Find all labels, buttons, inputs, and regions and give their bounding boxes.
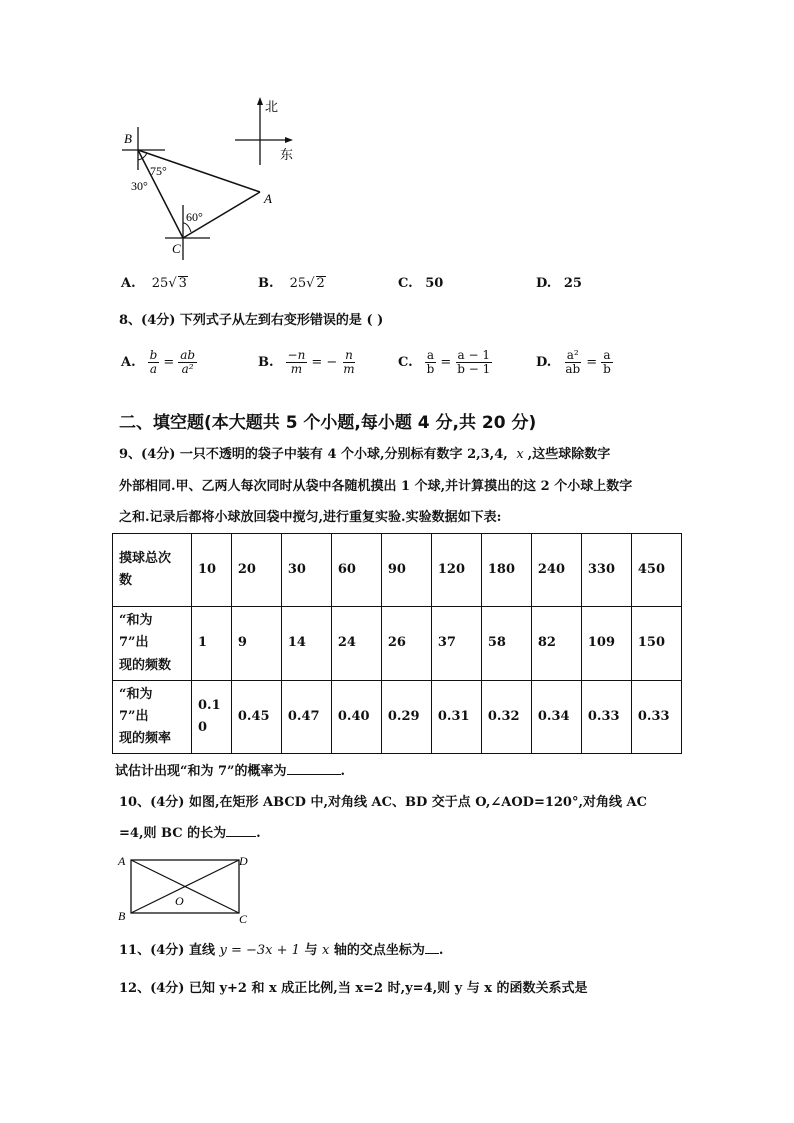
equals: =: [586, 355, 598, 371]
q10-line-2-text: =4,则 BC 的长为: [119, 826, 227, 841]
point-a: A: [264, 191, 272, 206]
numerator: a: [426, 348, 435, 362]
equals: =: [440, 355, 452, 371]
row-header-line: “和为 7”出: [119, 613, 153, 651]
denominator: b: [426, 362, 435, 377]
row-header-line: “和为 7”出: [119, 686, 153, 724]
table-cell: 10: [192, 534, 232, 607]
q7-option-d-label: D.: [536, 276, 552, 291]
q11-mid: 与: [299, 943, 322, 958]
q8-b-right-fraction: [341, 349, 356, 376]
q7-option-c-label: C.: [398, 276, 413, 291]
q7-option-a-radicand: 3: [178, 276, 187, 291]
point-b: B: [118, 909, 126, 923]
table-cell: 58: [481, 607, 531, 681]
q9-data-table: [112, 533, 682, 754]
table-row: [113, 534, 682, 607]
q8-option-a-label: A.: [121, 355, 136, 371]
denominator: b − 1: [457, 362, 491, 377]
q7-option-b-label: B.: [258, 276, 274, 291]
point-o: O: [175, 894, 184, 908]
q10-figure: [115, 852, 250, 924]
table-cell: 14: [281, 607, 331, 681]
angle-75: 75°: [150, 164, 167, 178]
point-c: C: [172, 241, 181, 256]
cell-line: 0.1: [198, 697, 221, 713]
q8-option-d-label: D.: [536, 355, 552, 371]
q9-question: [115, 765, 345, 778]
q11-var-x: x: [322, 943, 330, 958]
equals: =: [163, 355, 175, 371]
q10-answer-blank[interactable]: [226, 836, 256, 837]
q7-option-a[interactable]: [121, 276, 188, 290]
period: .: [340, 764, 346, 779]
q9-line-1-tail: ,这些球除数字: [527, 447, 611, 462]
table-cell: 90: [381, 534, 431, 607]
q9-line-2: 外部相同.甲、乙两人每次同时从袋中各随机摸出 1 个球,并计算摸出的这 2 个小球上数字: [119, 479, 633, 494]
q11-formula: y = −3x + 1: [219, 943, 300, 958]
q11-answer-blank[interactable]: [425, 953, 439, 954]
table-cell: 60: [331, 534, 381, 607]
label-north: 北: [265, 99, 279, 114]
q10-line-1: 10、(4分) 如图,在矩形 ABCD 中,对角线 AC、BD 交于点 O,∠AOD=120°,对角线 AC: [119, 795, 647, 810]
point-a: A: [118, 854, 126, 868]
numerator: n: [345, 348, 353, 362]
point-b: B: [124, 131, 132, 146]
table-cell: 26: [381, 607, 431, 681]
q7-option-d-text: 25: [563, 276, 582, 291]
table-cell: 20: [231, 534, 281, 607]
angle-30: 30°: [131, 179, 148, 193]
table-cell: 330: [581, 534, 631, 607]
cell-line: 0: [198, 720, 208, 735]
arc-60: [183, 223, 191, 232]
q8-option-d[interactable]: [536, 349, 613, 376]
row-header-line: 现的频数: [119, 657, 172, 673]
table-cell: 120: [431, 534, 481, 607]
q8-stem: 8、(4分) 下列式子从左到右变形错误的是 ( ): [119, 313, 384, 328]
q7-option-d[interactable]: [536, 277, 582, 290]
q12-question: 12、(4分) 已知 y+2 和 x 成正比例,当 x=2 时,y=4,则 y 与 x 的函数关系式是: [119, 981, 588, 996]
q8-a-right-fraction: [178, 349, 197, 376]
table-cell: 240: [531, 534, 581, 607]
q8-a-left-fraction: [148, 349, 160, 376]
table-cell: 9: [231, 607, 281, 681]
q9-answer-blank[interactable]: [287, 774, 341, 775]
label-east: 东: [280, 147, 294, 162]
denominator: a²: [181, 362, 194, 377]
table-cell: 0.29: [381, 681, 431, 754]
point-c: C: [239, 912, 248, 924]
q8-option-a[interactable]: [121, 349, 197, 376]
q8-d-right-fraction: [601, 349, 613, 376]
q9-line-1: [119, 448, 610, 461]
sqrt-icon: √: [306, 276, 315, 291]
numerator: −n: [287, 348, 306, 362]
q7-option-b-coef: 25: [289, 276, 307, 291]
q8-option-b[interactable]: [258, 349, 357, 376]
q9-var-x: x: [516, 447, 524, 462]
q9-line-1-text: 9、(4分) 一只不透明的袋子中装有 4 个小球,分别标有数字 2,3,4,: [119, 447, 508, 462]
q7-option-b-radicand: 2: [316, 276, 325, 291]
numerator: ab: [180, 348, 196, 362]
numerator: a − 1: [457, 348, 490, 362]
table-cell: 24: [331, 607, 381, 681]
equals: = −: [311, 355, 338, 371]
table-cell: 450: [631, 534, 681, 607]
table-cell: 37: [431, 607, 481, 681]
row-header-line: 摸球总次: [119, 550, 172, 566]
denominator: b: [603, 362, 611, 377]
q7-option-c[interactable]: [398, 277, 443, 290]
table-row: [113, 607, 682, 681]
point-d: D: [239, 854, 248, 868]
q7-option-b[interactable]: [258, 276, 326, 290]
east-arrow: [285, 137, 293, 143]
q8-option-b-label: B.: [258, 355, 274, 371]
table-cell: 0.47: [281, 681, 331, 754]
section-heading: 二、填空题(本大题共 5 个小题,每小题 4 分,共 20 分): [119, 413, 537, 433]
row-header-line: 数: [119, 573, 133, 588]
table-cell: 0.33: [631, 681, 681, 754]
numerator: a: [603, 348, 611, 362]
q11-prefix: 11、(4分) 直线: [119, 943, 220, 958]
q7-option-a-label: A.: [121, 276, 136, 291]
q11-question: [119, 944, 443, 957]
denominator: m: [290, 362, 303, 377]
q8-option-c-label: C.: [398, 355, 413, 371]
numerator: a²: [566, 348, 579, 362]
q11-post: 轴的交点坐标为: [329, 943, 425, 958]
table-cell: [192, 681, 232, 754]
q9-line-3: 之和.记录后都将小球放回袋中搅匀,进行重复实验.实验数据如下表:: [119, 510, 502, 525]
q8-c-left-fraction: [425, 349, 437, 376]
denominator: ab: [565, 362, 581, 377]
table-cell: 180: [481, 534, 531, 607]
q8-c-right-fraction: [455, 349, 492, 376]
denominator: m: [343, 362, 355, 377]
angle-60: 60°: [186, 210, 203, 224]
q8-option-c[interactable]: [398, 349, 492, 376]
q7-option-c-text: 50: [425, 276, 444, 291]
table-cell: 0.32: [481, 681, 531, 754]
table-cell: 150: [631, 607, 681, 681]
table-cell: 0.34: [531, 681, 581, 754]
row-header-line: 现的频率: [119, 731, 172, 747]
numerator: b: [149, 348, 158, 362]
q8-d-left-fraction: [563, 349, 582, 376]
period: .: [438, 943, 444, 958]
table-cell: 0.40: [331, 681, 381, 754]
q7-option-a-coef: 25: [151, 276, 169, 291]
row-header: [113, 534, 192, 607]
table-cell: 0.33: [581, 681, 631, 754]
row-header: [113, 607, 192, 681]
period: .: [256, 826, 261, 841]
q7-figure: [110, 95, 310, 260]
row-header: [113, 681, 192, 754]
q10-line-2: [119, 827, 261, 840]
table-cell: 82: [531, 607, 581, 681]
table-row: [113, 681, 682, 754]
denominator: a: [149, 362, 158, 377]
table-cell: 0.45: [231, 681, 281, 754]
table-cell: 0.31: [431, 681, 481, 754]
table-cell: 109: [581, 607, 631, 681]
north-arrow: [257, 97, 263, 105]
q8-b-left-fraction: [286, 349, 308, 376]
table-cell: 30: [281, 534, 331, 607]
sqrt-icon: √: [168, 276, 177, 291]
table-cell: 1: [192, 607, 232, 681]
q9-question-text: 试估计出现“和为 7”的概率为: [115, 764, 287, 779]
